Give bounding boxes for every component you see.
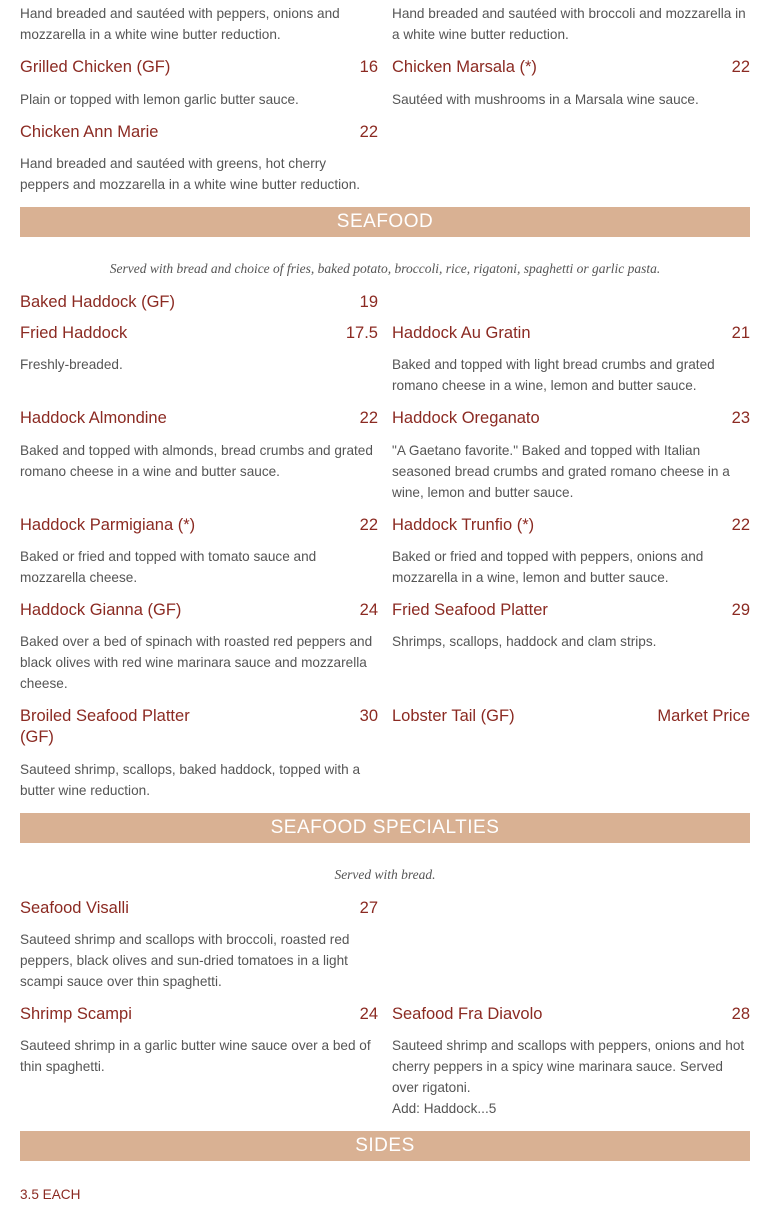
menu-item-name: Chicken Marsala (*) (392, 58, 537, 76)
menu-item-description: Baked over a bed of spinach with roasted red peppers and black olives with red wine marinara sauce and mozzarella cheese. (20, 634, 373, 691)
menu-item-description: Baked and topped with light bread crumbs and grated romano cheese in a wine, lemon and butter sauce. (392, 357, 715, 393)
menu-item-price: 16 (359, 58, 378, 76)
menu-item-price: 22 (359, 409, 378, 427)
menu-item-price: 19 (359, 293, 378, 311)
menu-item-name: Haddock Oreganato (392, 409, 540, 427)
menu-item-description: Baked and topped with almonds, bread crumbs and grated romano cheese in a wine and butter sauce. (20, 443, 373, 479)
menu-item-name: Haddock Almondine (20, 409, 167, 427)
menu-item-name: Seafood Fra Diavolo (392, 1005, 543, 1023)
menu-item-description: Sautéed with mushrooms in a Marsala wine sauce. (392, 92, 699, 107)
menu-item-name: Grilled Chicken (GF) (20, 58, 171, 76)
menu-item-price: 28 (731, 1005, 750, 1023)
menu-item-price: 30 (359, 707, 378, 725)
menu-item-price: Market Price (657, 707, 750, 725)
menu-item-description: Baked or fried and topped with tomato sauce and mozzarella cheese. (20, 549, 317, 585)
section-note: Served with bread and choice of fries, baked potato, broccoli, rice, rigatoni, spaghetti or garlic pasta. (109, 261, 661, 276)
menu-item-name: Chicken Ann Marie (20, 123, 159, 141)
menu-item-name: Haddock Trunfio (*) (392, 516, 535, 534)
menu-item-price: 23 (731, 409, 750, 427)
menu-item-name: Haddock Au Gratin (392, 324, 531, 342)
menu-item-name: Fried Haddock (20, 324, 128, 342)
menu-item-price: 27 (359, 899, 378, 917)
menu-item-description: Plain or topped with lemon garlic butter sauce. (20, 92, 299, 107)
menu-item-price: 29 (731, 601, 750, 619)
menu-item-description: Sauteed shrimp, scallops, baked haddock, topped with a butter wine reduction. (20, 762, 361, 798)
menu-item-description: Sauteed shrimp in a garlic butter wine sauce over a bed of thin spaghetti. (20, 1038, 371, 1074)
menu-item-price: 22 (731, 58, 750, 76)
menu-item-name: Fried Seafood Platter (392, 601, 548, 619)
section-heading-seafood-specialties: SEAFOOD SPECIALTIES (20, 813, 750, 843)
menu-item-price: 24 (359, 1005, 378, 1023)
menu-item-price: 17.5 (345, 324, 378, 342)
menu-item-name: Haddock Gianna (GF) (20, 601, 182, 619)
menu-item-description: "A Gaetano favorite." Baked and topped with Italian seasoned bread crumbs and grated romano cheese in a wine, lemon and butter sauce. (392, 443, 730, 500)
section-heading-seafood: SEAFOOD (20, 207, 750, 237)
menu-item-description: Shrimps, scallops, haddock and clam strips. (392, 634, 657, 649)
menu-item-description: Sauteed shrimp and scallops with broccoli, roasted red peppers, black olives and sun-dried tomatoes in a light scampi sauce over thin spaghetti. (20, 932, 350, 989)
menu-item-name: Haddock Parmigiana (*) (20, 516, 196, 534)
menu-item-description: Hand breaded and sautéed with greens, hot cherry peppers and mozzarella in a white wine butter reduction. (20, 156, 361, 192)
menu-item-price: 22 (731, 516, 750, 534)
menu-item-description: Baked or fried and topped with peppers, onions and mozzarella in a wine, lemon and butter sauce. (392, 549, 704, 585)
menu-item-addon: Add: Haddock...5 (392, 1101, 497, 1116)
menu-item-price: 22 (359, 516, 378, 534)
menu-item-name: Seafood Visalli (20, 899, 129, 917)
menu-item-name: Broiled Seafood Platter (GF) (20, 707, 190, 746)
menu-item-description: Hand breaded and sautéed with peppers, onions and mozzarella in a white wine butter reduction. (20, 6, 340, 42)
section-heading-sides: SIDES (20, 1131, 750, 1161)
sides-price-each: 3.5 EACH (20, 1187, 81, 1202)
menu-item-description: Sauteed shrimp and scallops with peppers, onions and hot cherry peppers in a spicy wine marinara sauce. Served over rigatoni. (392, 1038, 745, 1095)
menu-item-name: Lobster Tail (GF) (392, 707, 515, 725)
menu-item-price: 22 (359, 123, 378, 141)
section-note: Served with bread. (334, 867, 436, 882)
menu-item-price: 21 (731, 324, 750, 342)
menu-item-description: Freshly-breaded. (20, 357, 123, 372)
menu-item-name: Baked Haddock (GF) (20, 293, 175, 311)
menu-item-price: 24 (359, 601, 378, 619)
menu-item-name: Shrimp Scampi (20, 1005, 132, 1023)
menu-item-description: Hand breaded and sautéed with broccoli and mozzarella in a white wine butter reduction. (392, 6, 746, 42)
